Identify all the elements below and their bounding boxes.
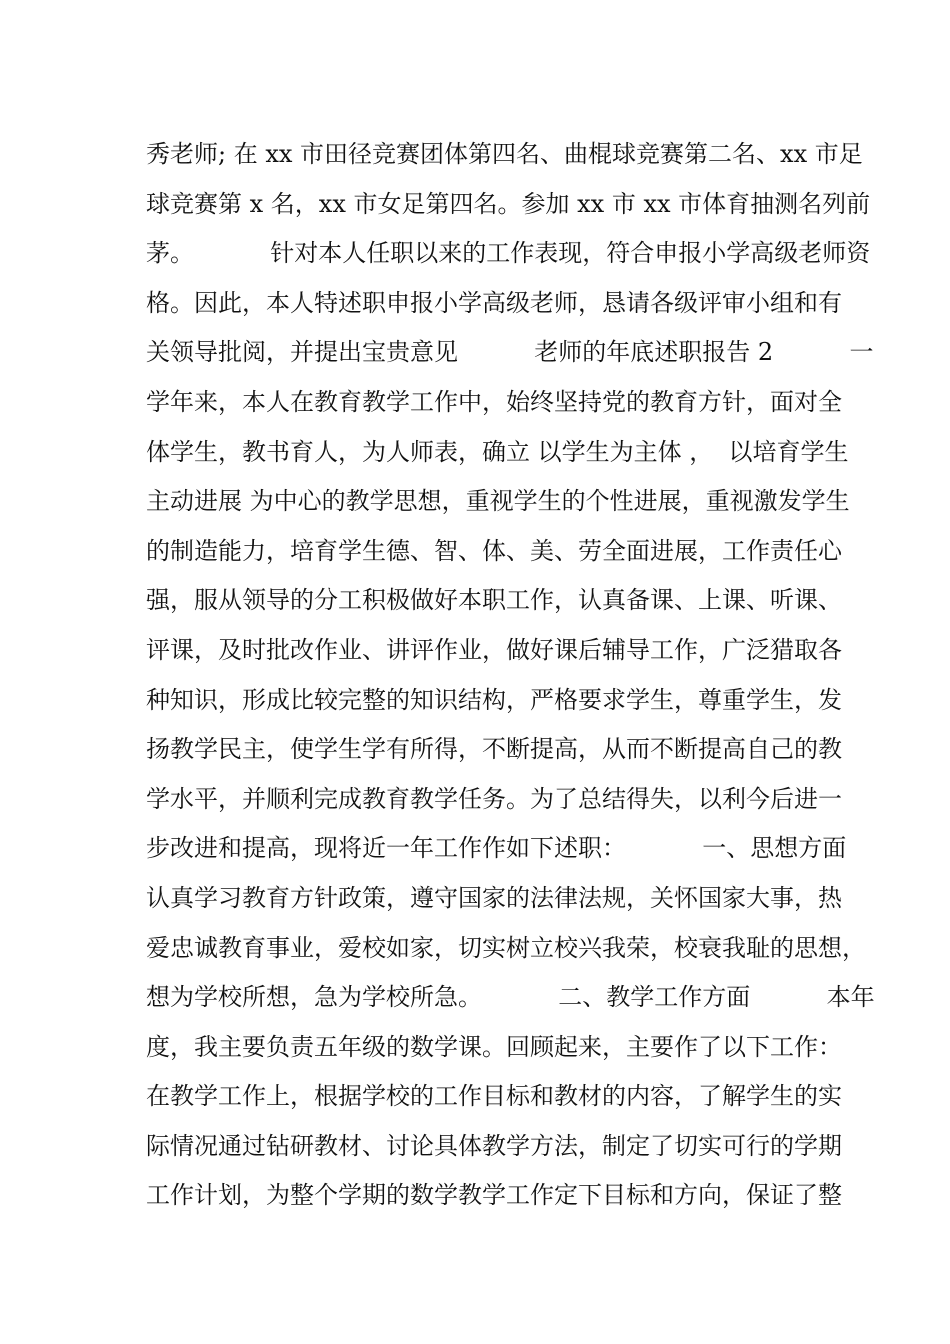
text-line: 种知识，形成比较完整的知识结构，严格要求学生，尊重学生，发 [146,685,842,714]
text-line: 的制造能力，培育学生德、智、体、美、劳全面进展，工作责任心 [146,536,842,565]
body-text [146,134,875,1225]
text-line: 度，我主要负责五年级的数学课。回顾起来，主要作了以下工作： [146,1032,842,1061]
text-line: 扬教学民主，使学生学有所得，不断提高，从而不断提高自己的教 [146,735,842,764]
text-line: 强，服从领导的分工积极做好本职工作，认真备课、上课、听课、 [146,586,842,615]
text-line: 主动进展 为中心的教学思想，重视学生的个性进展，重视激发学生 [146,487,850,516]
text-line: 认真学习教育方针政策，遵守国家的法律法规，关怀国家大事，热 [146,883,842,912]
text-line: 茅。 针对本人任职以来的工作表现，符合申报小学高级老师资 [146,239,871,268]
text-line: 爱忠诚教育事业，爱校如家，切实树立校兴我荣，校衰我耻的思想， [146,933,866,962]
text-line: 格。因此，本人特述职申报小学高级老师，恳请各级评审小组和有 [146,288,842,317]
text-line: 秀老师; 在 xx 市田径竞赛团体第四名、曲棍球竞赛第二名、xx 市足 [146,140,863,168]
text-line: 评课，及时批改作业、讲评作业，做好课后辅导工作，广泛猎取各 [146,635,842,664]
text-line: 想为学校所想，急为学校所急。 二、教学工作方面 本年 [146,983,875,1012]
text-line: 步改进和提高，现将近一年工作作如下述职： 一、思想方面 [146,834,847,863]
text-line: 体学生，教书育人，为人师表，确立 以学生为主体 ， 以培育学生 [146,437,849,466]
text-line: 关领导批阅，并提出宝贵意见 老师的年底述职报告 2 一 [146,338,874,367]
text-line: 在教学工作上，根据学校的工作目标和教材的内容，了解学生的实 [146,1082,842,1111]
text-line: 工作计划，为整个学期的数学教学工作定下目标和方向，保证了整 [146,1181,842,1210]
text-line: 际情况通过钻研教材、讨论具体教学方法，制定了切实可行的学期 [146,1131,842,1160]
text-line: 球竞赛第 x 名，xx 市女足第四名。参加 xx 市 xx 市体育抽测名列前 [146,189,871,218]
text-line: 学年来，本人在教育教学工作中，始终坚持党的教育方针，面对全 [146,387,842,416]
text-line: 学水平，并顺利完成教育教学任务。为了总结得失，以利今后进一 [146,784,842,813]
